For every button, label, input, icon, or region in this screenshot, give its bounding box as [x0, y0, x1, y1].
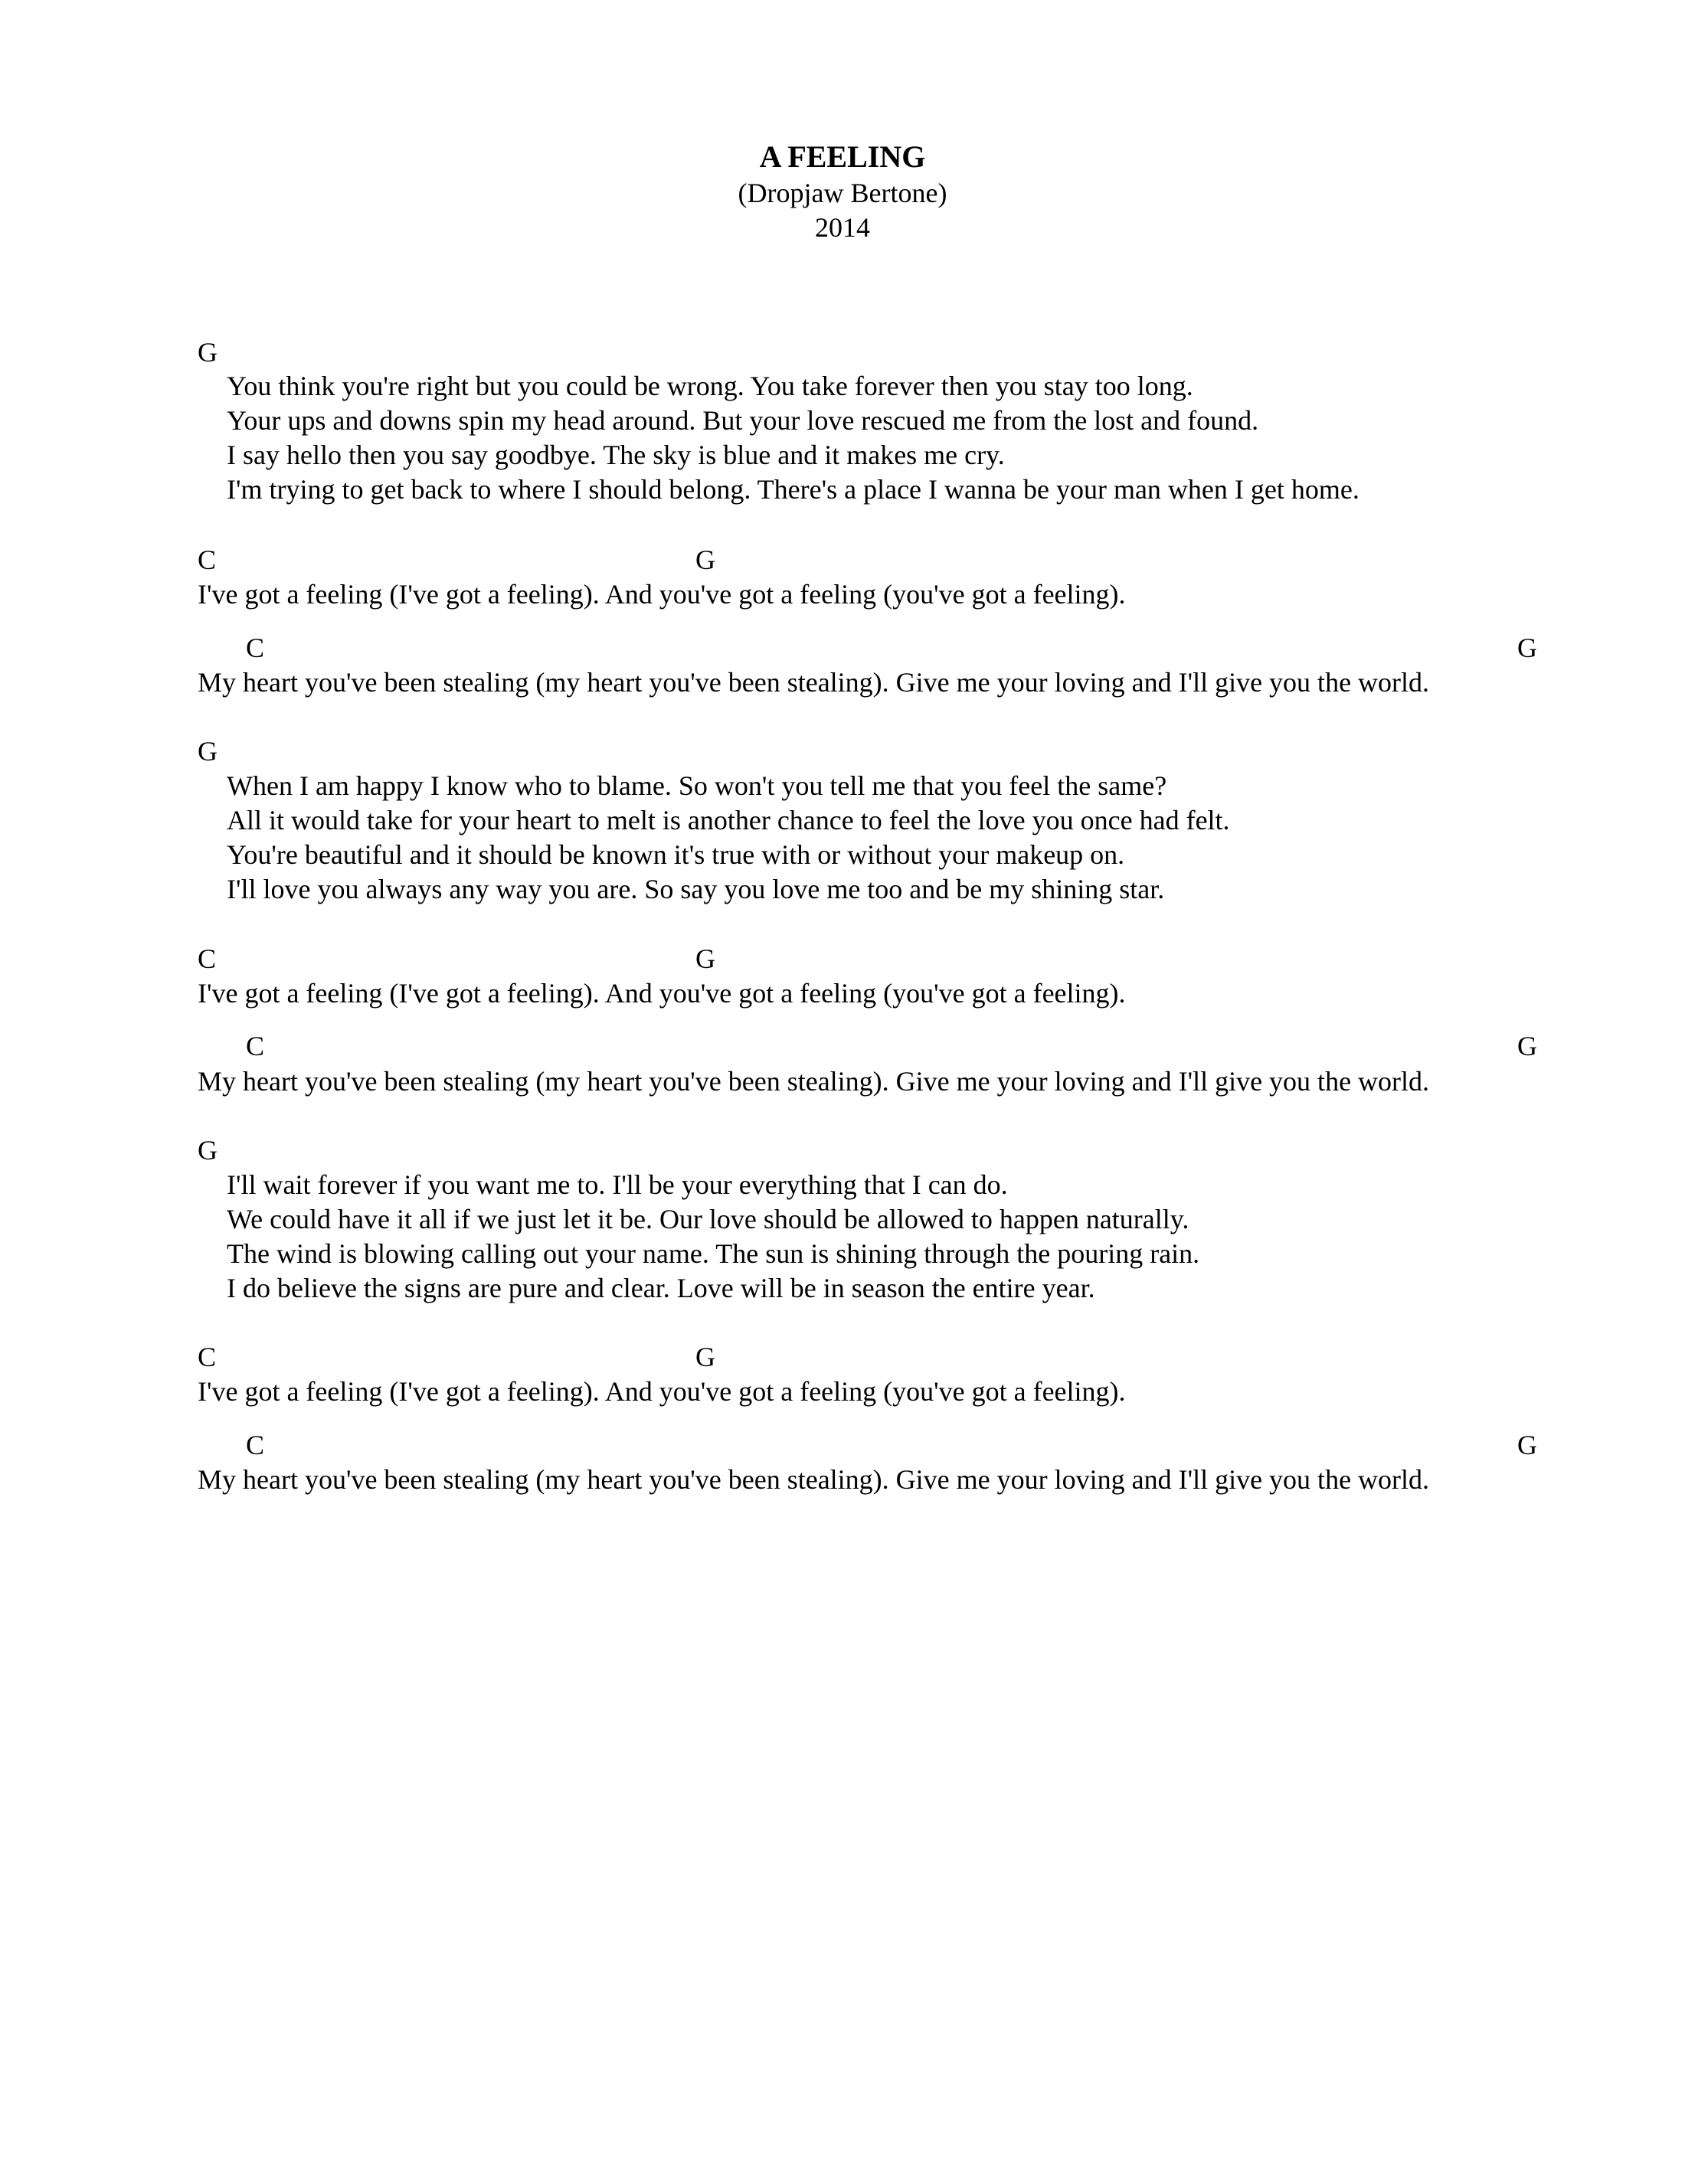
lyric-line: I'll love you always any way you are. So say you love me too and be my shining star.: [227, 874, 1165, 904]
chord: C: [246, 1031, 265, 1061]
song-author: (Dropjaw Bertone): [738, 178, 947, 208]
chord: G: [1517, 1031, 1537, 1061]
chord: G: [198, 736, 218, 767]
chord: G: [695, 943, 715, 974]
lyric-line: I've got a feeling (I've got a feeling). And you've got a feeling (you've got a feeling).: [198, 978, 1126, 1009]
song-year: 2014: [815, 212, 870, 243]
chord: G: [198, 1135, 218, 1166]
chord: C: [246, 633, 265, 663]
header: [0, 138, 1685, 245]
chord: G: [695, 544, 715, 575]
lyric-line: Your ups and downs spin my head around. But your love rescued me from the lost and found.: [227, 405, 1259, 436]
lyric-line: All it would take for your heart to melt is another chance to feel the love you once had felt.: [227, 805, 1230, 835]
chord: C: [198, 943, 217, 974]
lyric-line: When I am happy I know who to blame. So won't you tell me that you feel the same?: [227, 770, 1167, 801]
lyric-line: The wind is blowing calling out your name. The sun is shining through the pouring rain.: [227, 1238, 1200, 1269]
lyric-line: I'll wait forever if you want me to. I'll be your everything that I can do.: [227, 1169, 1008, 1200]
lyric-line: I've got a feeling (I've got a feeling). And you've got a feeling (you've got a feeling).: [198, 1376, 1126, 1407]
chord: C: [198, 1342, 217, 1372]
lyric-line: We could have it all if we just let it be. Our love should be allowed to happen naturally.: [227, 1204, 1189, 1234]
chord: C: [198, 544, 217, 575]
lyric-line: My heart you've been stealing (my heart you've been stealing). Give me your loving and I'll give you the world.: [198, 1066, 1430, 1097]
lyric-line: I'm trying to get back to where I should belong. There's a place I wanna be your man when I get home.: [227, 474, 1359, 505]
chord: G: [198, 337, 218, 368]
chord: C: [246, 1430, 265, 1460]
lyric-line: I've got a feeling (I've got a feeling). And you've got a feeling (you've got a feeling).: [198, 579, 1126, 610]
song-title: A FEELING: [759, 139, 926, 174]
chord: G: [1517, 1430, 1537, 1460]
lyric-line: You're beautiful and it should be known it's true with or without your makeup on.: [227, 839, 1125, 870]
lyric-line: I do believe the signs are pure and clear. Love will be in season the entire year.: [227, 1273, 1095, 1303]
lyric-line: You think you're right but you could be wrong. You take forever then you stay too long.: [227, 371, 1193, 401]
lyric-line: My heart you've been stealing (my heart you've been stealing). Give me your loving and I'll give you the world.: [198, 1464, 1430, 1495]
lyric-line: My heart you've been stealing (my heart you've been stealing). Give me your loving and I'll give you the world.: [198, 667, 1430, 698]
lyric-line: I say hello then you say goodbye. The sky is blue and it makes me cry.: [227, 440, 1005, 470]
chord: G: [1517, 633, 1537, 663]
chord: G: [695, 1342, 715, 1372]
